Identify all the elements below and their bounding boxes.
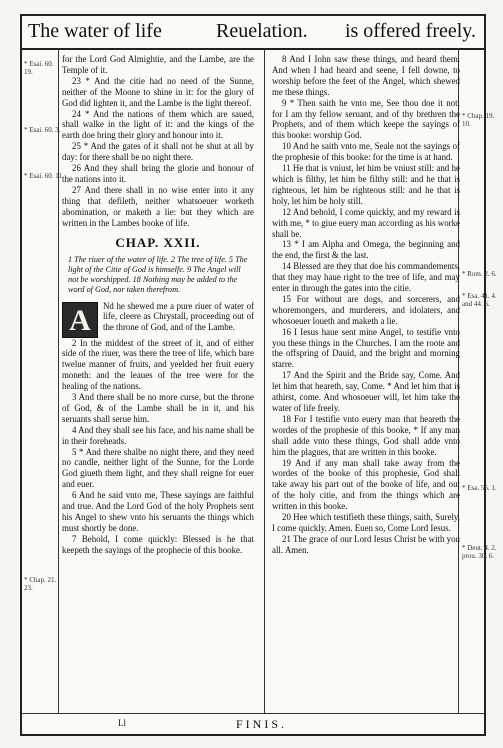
verse: 26 And they shall bring the glorie and honour of the nations into it. <box>62 163 254 184</box>
verse: 25 * And the gates of it shall not be shut at all by day: for there shall be no night there. <box>62 141 254 163</box>
margin-note: * Chap. 21. 23. <box>24 576 57 592</box>
bible-page <box>20 14 497 736</box>
verse: 15 For without are dogs, and sorcerers, and whoremongers, and murderers, and idolaters, and whosoeuer loueth and maketh a lie. <box>272 293 460 326</box>
margin-note: * Esai. 60. 11 <box>24 172 63 180</box>
margin-note: * Deut. 4. 2. prou. 30. 6. <box>462 544 497 560</box>
right-column <box>272 54 460 556</box>
header-right: is offered freely. <box>344 20 476 42</box>
verse: 6 And he said vnto me, These sayings are faithful and true. And the Lord God of the holy Prophets sent his Angel to shew vnto his seruants the things which must shortly be done. <box>62 490 254 533</box>
chapter-heading: CHAP. XXII. <box>115 234 201 250</box>
column-rule <box>264 48 265 714</box>
chapter-summary: 1 The riuer of the water of life. 2 The tree of life. 5 The light of the Citie of God is himselfe. 9 The Angel will not be worshipped. 18 Nothing may be added to the word of God, nor taken therefrom. <box>68 254 248 294</box>
verse: 8 And I Iohn saw these things, and heard them. And when I had heard and seene, I fell downe, to worship before the feet of the Angel, which shewed me these things. <box>272 54 460 97</box>
verse: 3 And there shall be no more curse, but the throne of God, & of the Lambe shall be in it, and his seruants shall serue him. <box>62 392 254 424</box>
verse: 27 And there shall in no wise enter into it any thing that defileth, neither whatsoeuer worketh abomination, or maketh a lie: but they which are written in the Lambes booke of life. <box>62 184 254 228</box>
verse: 23 * And the citie had no need of the Sunne, neither of the Moone to shine in it: for the glory of God did lighten it, and the Lambe is the light thereof. <box>62 75 254 108</box>
verse: for the Lord God Almightie, and the Lambe, are the Temple of it. <box>62 54 254 75</box>
left-column <box>62 54 254 556</box>
verse: 12 And behold, I come quickly, and my reward is with me, * to giue euery man according as his worke shall be. <box>272 206 460 239</box>
verse: 7 Behold, I come quickly: Blessed is he that keepeth the sayings of the prophecie of this booke. <box>62 533 254 555</box>
finis-label: FINIS. <box>236 717 288 731</box>
margin-note: * Rom. 2. 6. <box>462 270 497 278</box>
verse: 16 I Iesus haue sent mine Angel, to testifie vnto you these things in the Churches. I am the roote and the offspring of Dauid, and the bright and morning starre. <box>272 326 460 370</box>
header-center: Reuelation. <box>216 20 308 42</box>
signature-mark: Ll <box>118 718 126 728</box>
margin-note: * Esai. 60. 19. <box>24 60 54 76</box>
verse: 4 And they shall see his face, and his name shall be in their foreheads. <box>62 424 254 446</box>
verse: 19 And if any man shall take away from the wordes of the booke of this prophesie, God shall take away his part out of the booke of life, and out of the holy citie, and from the things which are written in this booke. <box>272 457 460 512</box>
verse: 5 * And there shalbe no night there, and they need no candle, neither light of the Sunne, for the Lorde God giueth them light, and they shall reigne for euer and euer. <box>62 446 254 490</box>
chapter-opening <box>62 301 254 338</box>
page-footer <box>22 713 484 734</box>
verse: 10 And he saith vnto me, Seale not the sayings of the prophesie of this booke: for the time is at hand. <box>272 141 460 163</box>
verse: 24 * And the nations of them which are saued, shall walke in the light of it: and the kings of the earth doe bring their glory and honour into it. <box>62 108 254 141</box>
running-header <box>22 16 484 50</box>
margin-note: * Esai. 60. 3. <box>24 126 61 134</box>
header-left: The water of life <box>28 20 162 42</box>
verse: Nd he shewed me a pure riuer of water of life, cleere as Chrystall, proceeding out of the throne of God, and of the Lambe. <box>103 300 254 333</box>
verse: 2 In the middest of the street of it, and of either side of the riuer, was there the tree of life, which bare twelue manner of fruits, and yeelded her fruit euery moneth: and the leaues of the tree were for the healing of the nations. <box>62 337 254 392</box>
margin-note: * Esa. 55. 1. <box>462 484 497 492</box>
verse: 21 The grace of our Lord Iesus Christ be with you all. Amen. <box>272 533 460 555</box>
column-rule <box>58 48 59 714</box>
verse: 14 Blessed are they that doe his commandements, that they may haue right to the tree of life, and may enter in through the gates into the citie. <box>272 261 460 294</box>
verse: 18 For I testifie vnto euery man that heareth the wordes of the prophesie of this booke, * If any man shall adde vnto these things, God shall adde vnto him the plagues, that are written in this booke. <box>272 413 460 457</box>
verse: 11 He that is vniust, let him be vniust still: and he which is filthy, let him be filthy still: and he that is righteous, let him be righteous still: and he that is holy, let him be holy still. <box>272 163 460 206</box>
verse: 9 * Then saith he vnto me, See thou doe it not: for I am thy fellow seruant, and of thy brethren the Prophets, and of them which keepe the sayings of this booke: worship God. <box>272 97 460 141</box>
margin-note: * Esa. 41. 4. and 44. 6. <box>462 292 497 308</box>
ornamental-initial: A <box>62 302 98 338</box>
verse: 13 * I am Alpha and Omega, the beginning and the end, the first & the last. <box>272 239 460 261</box>
margin-note: * Chap. 19. 10. <box>462 112 495 128</box>
verse: 20 Hee which testifieth these things, saith, Surely, I come quickly. Amen. Euen so, Come Lord Iesus. <box>272 512 460 533</box>
verse: 17 And the Spirit and the Bride say, Come. And let him that heareth, say, Come. * And let him that is athirst, come. And whosoeuer will, let him take the water of life freely. <box>272 370 460 413</box>
